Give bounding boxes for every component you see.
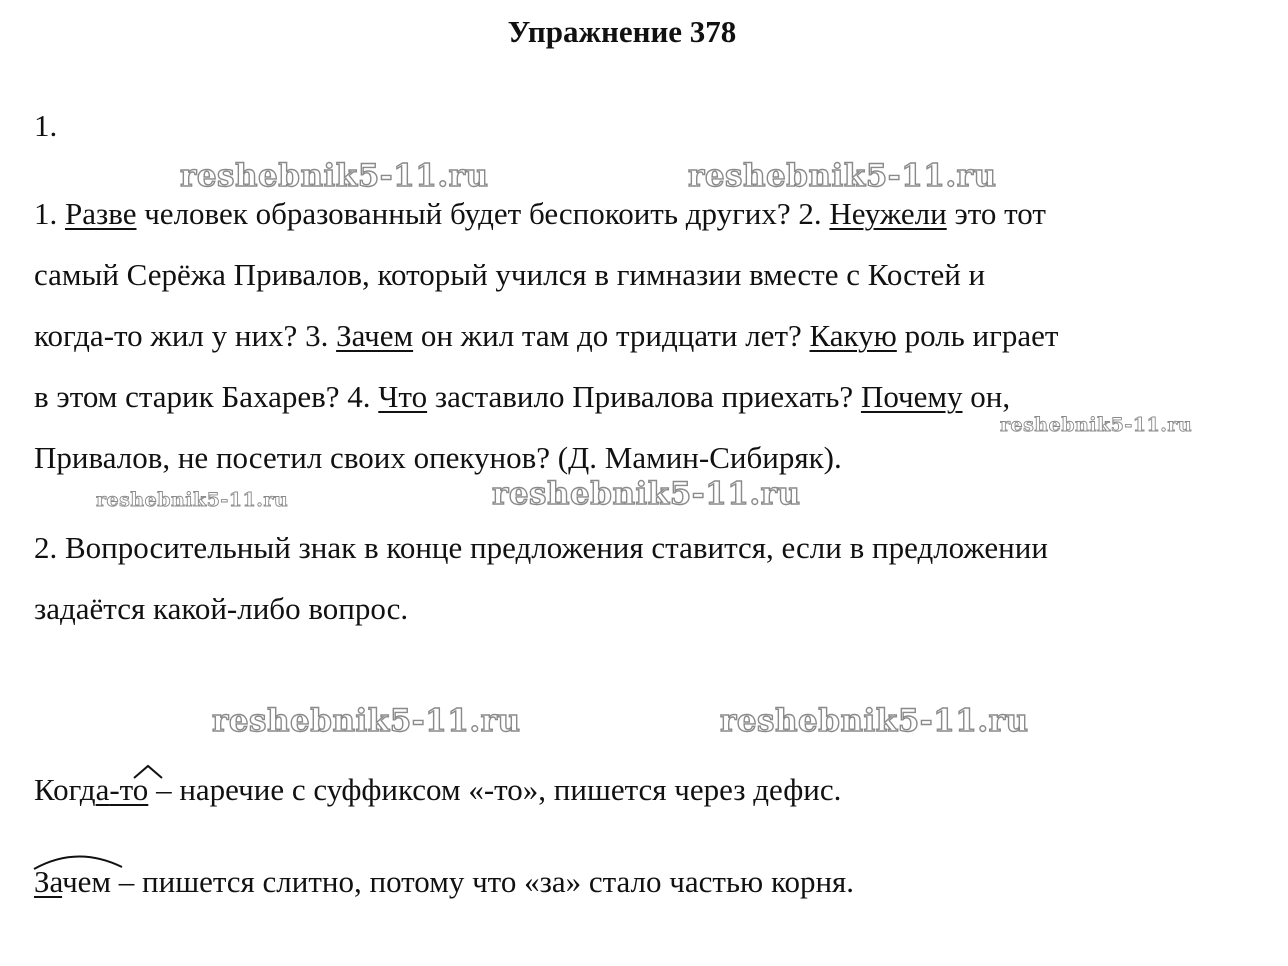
text-segment: роль играет [896, 318, 1059, 353]
paragraph-1-line-5: Привалов, не посетил своих опекунов? (Д. Мамин-Сибиряк). [34, 440, 842, 475]
text-segment: человек образованный будет беспокоить других? 2. [136, 196, 830, 231]
paragraph-1-line-1 [34, 194, 1046, 234]
suffix-mark [130, 762, 170, 782]
paragraph-2-line-1: 2. Вопросительный знак в конце предложения ставится, если в предложении [34, 530, 1048, 565]
watermark: reshebnik5-11.ru [180, 158, 489, 194]
watermark: reshebnik5-11.ru [96, 489, 289, 511]
text-segment: 1. [34, 196, 65, 231]
analysis-zachem [34, 862, 854, 902]
section-number: 1. [34, 108, 58, 143]
word-prefix: За [34, 864, 63, 899]
text-segment: заставило Привалова приехать? [427, 379, 861, 414]
watermark: reshebnik5-11.ru [492, 476, 801, 512]
interrogative-word: Зачем [336, 318, 414, 353]
interrogative-word: Почему [860, 379, 963, 414]
explanation-text: – пишется слитно, потому что «за» стало частью корня. [111, 864, 855, 899]
paragraph-1-line-4 [34, 377, 1010, 417]
text-segment: когда-то жил у них? 3. [34, 318, 337, 353]
text-segment: это тот [946, 196, 1046, 231]
watermark: reshebnik5-11.ru [720, 703, 1029, 739]
word-stem: Когд [34, 772, 96, 807]
watermark: reshebnik5-11.ru [1000, 414, 1193, 436]
watermark: reshebnik5-11.ru [212, 703, 521, 739]
text-segment: он, [962, 379, 1011, 414]
text-segment: в этом старик Бахарев? 4. [34, 379, 379, 414]
explanation-text: – наречие с суффиксом «-то», пишется через дефис. [148, 772, 842, 807]
interrogative-word: Неужели [829, 196, 947, 231]
paragraph-1-line-2: самый Серёжа Привалов, который учился в гимназии вместе с Костей и [34, 257, 986, 292]
watermark: reshebnik5-11.ru [688, 158, 997, 194]
paragraph-2-line-2: задаётся какой-либо вопрос. [34, 591, 409, 626]
word-ending: а [95, 772, 110, 807]
interrogative-word: Разве [65, 196, 137, 231]
page-title: Упражнение 378 [507, 14, 737, 49]
interrogative-word: Что [378, 379, 428, 414]
interrogative-word: Какую [809, 318, 897, 353]
word-root: чем [62, 864, 112, 899]
paragraph-1-line-3 [34, 316, 1058, 356]
word-suffix: -то [109, 772, 149, 807]
text-segment: он жил там до тридцати лет? [413, 318, 810, 353]
